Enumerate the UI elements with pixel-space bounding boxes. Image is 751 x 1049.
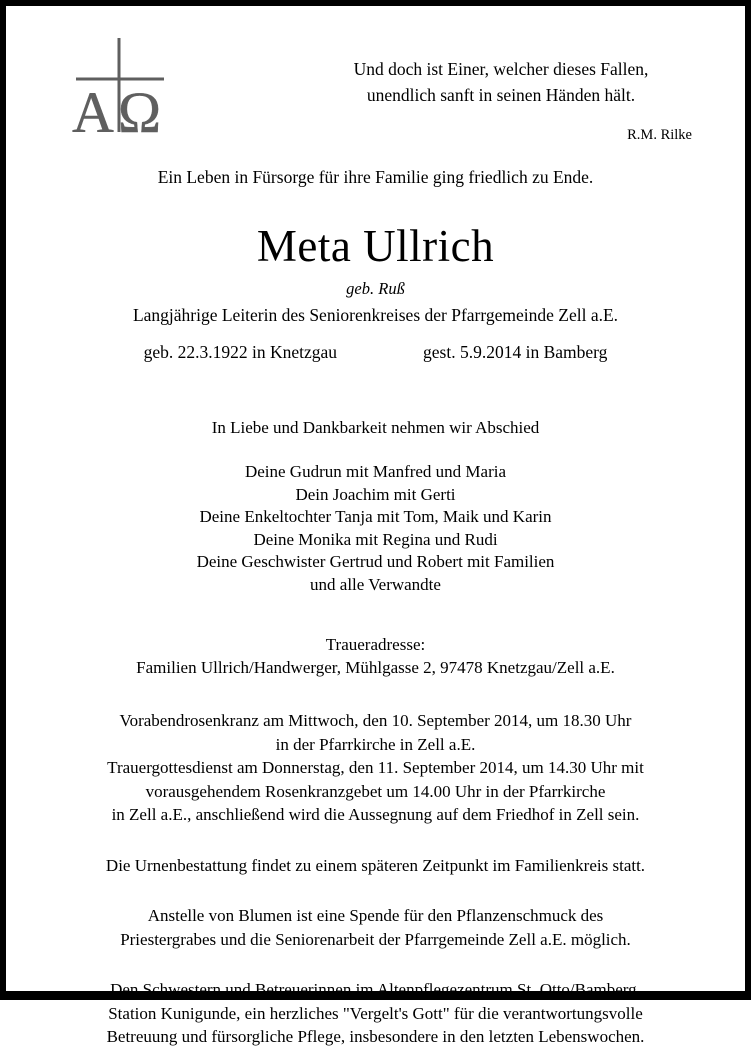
quote-block (306, 56, 696, 148)
omega-glyph: Ω (118, 80, 162, 138)
thanks-line: Betreuung und fürsorgliche Pflege, insbesondere in den letzten Lebenswochen. (106, 1027, 645, 1046)
service-line: in Zell a.E., anschließend wird die Aussegnung auf dem Friedhof in Zell sein. (111, 805, 640, 824)
mourner-line: Dein Joachim mit Gerti (295, 484, 456, 504)
quote-line-2: unendlich sanft in seinen Händen hält. (366, 85, 636, 105)
mourner-line: Deine Gudrun mit Manfred und Maria (244, 462, 507, 481)
deceased-name: Meta Ullrich (256, 221, 495, 271)
mourner-line: Deine Geschwister Gertrud und Robert mit Familien (196, 552, 555, 571)
mourner-line: Deine Monika mit Regina und Rudi (253, 529, 498, 549)
thanks-line: Station Kunigunde, ein herzliches "Vergelt's Gott" für die verantwortungsvolle (108, 1003, 643, 1023)
urn-burial-line: Die Urnenbestattung findet zu einem späteren Zeitpunkt im Familienkreis statt. (105, 855, 646, 875)
farewell-line: In Liebe und Dankbarkeit nehmen wir Abschied (211, 418, 540, 437)
mourning-address-block (6, 633, 745, 679)
donation-line: Anstelle von Blumen ist eine Spende für den Pflanzenschmuck des (147, 906, 604, 925)
donation-line: Priestergrabes und die Seniorenarbeit der Pfarrgemeinde Zell a.E. möglich. (120, 929, 631, 949)
mourning-address-heading: Traueradresse: (325, 635, 426, 654)
obituary-page (6, 6, 745, 1046)
dates-row (6, 341, 745, 363)
cross-alpha-omega-icon (64, 36, 174, 138)
death-date: gest. 5.9.2014 in Bamberg (423, 342, 608, 362)
service-details-block (6, 709, 745, 827)
birth-date: geb. 22.3.1922 in Knetzgau (143, 342, 338, 362)
mourner-line: und alle Verwandte (310, 574, 441, 594)
service-line: Vorabendrosenkranz am Mittwoch, den 10. September 2014, um 18.30 Uhr (119, 711, 632, 730)
thanks-line: Den Schwestern und Betreuerinnen im Altenpflegezentrum St. Otto/Bamberg, (110, 980, 641, 999)
alpha-glyph: A (72, 80, 114, 138)
donation-note (6, 904, 745, 951)
mourning-address-line: Familien Ullrich/Handwerger, Mühlgasse 2, 97478 Knetzgau/Zell a.E. (136, 658, 615, 677)
mourner-line: Deine Enkeltochter Tanja mit Tom, Maik und Karin (199, 507, 552, 526)
deceased-role: Langjährige Leiterin des Seniorenkreises der Pfarrgemeinde Zell a.E. (132, 305, 619, 325)
quote-attribution: R.M. Rilke (627, 127, 692, 143)
intro-line: Ein Leben in Fürsorge für ihre Familie ging friedlich zu Ende. (157, 167, 594, 187)
quote-line-1: Und doch ist Einer, welcher dieses Fallen, (353, 59, 649, 79)
urn-burial-note (6, 854, 745, 878)
service-line: Trauergottesdienst am Donnerstag, den 11. September 2014, um 14.30 Uhr mit (107, 758, 644, 777)
service-line: in der Pfarrkirche in Zell a.E. (275, 734, 476, 754)
obituary-content (6, 166, 745, 1049)
thanks-note (6, 978, 745, 1049)
maiden-name: geb. Ruß (346, 279, 405, 298)
service-line: vorausgehendem Rosenkranzgebet um 14.00 Uhr in der Pfarrkirche (145, 781, 606, 801)
mourners-list (6, 461, 745, 596)
